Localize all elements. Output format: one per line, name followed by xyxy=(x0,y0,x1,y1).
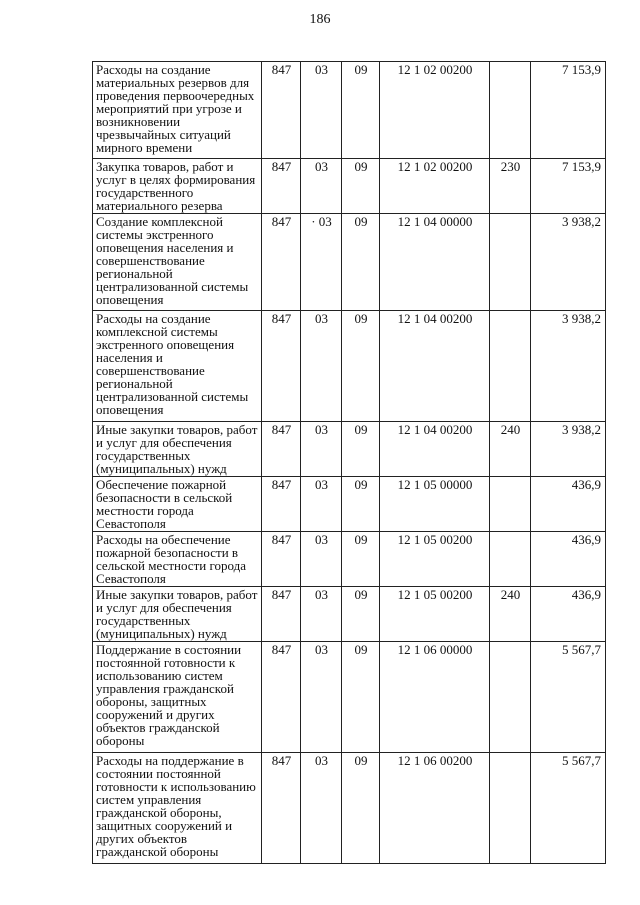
target-item-cell: 12 1 05 00200 xyxy=(380,587,490,642)
page-number: 186 xyxy=(309,12,331,27)
table-row xyxy=(93,214,606,311)
amount-cell: 436,9 xyxy=(531,532,606,587)
target-item-cell: 12 1 05 00200 xyxy=(380,532,490,587)
amount-cell: 3 938,2 xyxy=(531,422,606,477)
table-row xyxy=(93,753,606,864)
expense-type-cell: 240 xyxy=(490,587,531,642)
expense-name-cell: Иные закупки товаров, работ и услуг для обеспечения государственных (муниципальных) нужд xyxy=(93,587,262,642)
target-item-cell: 12 1 06 00000 xyxy=(380,642,490,753)
table-row xyxy=(93,159,606,214)
target-item-cell: 12 1 02 00200 xyxy=(380,159,490,214)
amount-cell: 3 938,2 xyxy=(531,214,606,311)
amount-cell: 436,9 xyxy=(531,477,606,532)
subsection-code-cell: 09 xyxy=(342,159,380,214)
expense-type-cell xyxy=(490,62,531,159)
section-code-cell: 03 xyxy=(301,587,342,642)
amount-cell: 7 153,9 xyxy=(531,159,606,214)
expense-name-cell: Иные закупки товаров, работ и услуг для обеспечения государственных (муниципальных) нужд xyxy=(93,422,262,477)
expense-type-cell xyxy=(490,477,531,532)
amount-cell: 436,9 xyxy=(531,587,606,642)
table-row xyxy=(93,477,606,532)
expense-type-cell xyxy=(490,311,531,422)
budget-table xyxy=(92,61,606,864)
gr-code-cell: 847 xyxy=(262,753,301,864)
gr-code-cell: 847 xyxy=(262,159,301,214)
expense-type-cell xyxy=(490,642,531,753)
target-item-cell: 12 1 06 00200 xyxy=(380,753,490,864)
target-item-cell: 12 1 04 00200 xyxy=(380,422,490,477)
expense-type-cell xyxy=(490,214,531,311)
gr-code-cell: 847 xyxy=(262,214,301,311)
gr-code-cell: 847 xyxy=(262,587,301,642)
table-row xyxy=(93,532,606,587)
section-code-cell: 03 xyxy=(301,159,342,214)
amount-cell: 7 153,9 xyxy=(531,62,606,159)
gr-code-cell: 847 xyxy=(262,62,301,159)
section-code-cell: 03 xyxy=(301,532,342,587)
expense-type-cell: 230 xyxy=(490,159,531,214)
amount-cell: 3 938,2 xyxy=(531,311,606,422)
table-row xyxy=(93,62,606,159)
section-code-cell: 03 xyxy=(301,422,342,477)
section-code-cell: 03 xyxy=(301,477,342,532)
expense-name-cell: Расходы на создание комплексной системы экстренного оповещения населения и совершенствование региональной централизованной системы оповещения xyxy=(93,311,262,422)
table-row xyxy=(93,642,606,753)
subsection-code-cell: 09 xyxy=(342,214,380,311)
target-item-cell: 12 1 04 00200 xyxy=(380,311,490,422)
gr-code-cell: 847 xyxy=(262,532,301,587)
subsection-code-cell: 09 xyxy=(342,587,380,642)
subsection-code-cell: 09 xyxy=(342,311,380,422)
table-row xyxy=(93,587,606,642)
gr-code-cell: 847 xyxy=(262,642,301,753)
expense-name-cell: Расходы на создание материальных резервов для проведения первоочередных мероприятий при угрозе и возникновении чрезвычайных ситуаций мирного времени xyxy=(93,62,262,159)
amount-cell: 5 567,7 xyxy=(531,642,606,753)
subsection-code-cell: 09 xyxy=(342,532,380,587)
target-item-cell: 12 1 02 00200 xyxy=(380,62,490,159)
expense-name-cell: Расходы на поддержание в состоянии постоянной готовности к использованию систем управления гражданской обороны, защитных сооружений и других объектов гражданской обороны xyxy=(93,753,262,864)
gr-code-cell: 847 xyxy=(262,311,301,422)
subsection-code-cell: 09 xyxy=(342,642,380,753)
section-code-cell: 03 xyxy=(301,642,342,753)
expense-name-cell: Поддержание в состоянии постоянной готовности к использованию систем управления гражданской обороны, защитных сооружений и других объектов гражданской обороны xyxy=(93,642,262,753)
section-code-cell: 03 xyxy=(301,311,342,422)
subsection-code-cell: 09 xyxy=(342,62,380,159)
expense-name-cell: Создание комплексной системы экстренного оповещения населения и совершенствование региональной централизованной системы оповещения xyxy=(93,214,262,311)
expense-name-cell: Обеспечение пожарной безопасности в сельской местности города Севастополя xyxy=(93,477,262,532)
table-row xyxy=(93,311,606,422)
subsection-code-cell: 09 xyxy=(342,422,380,477)
section-code-cell: 03 xyxy=(301,753,342,864)
expense-name-cell: Расходы на обеспечение пожарной безопасности в сельской местности города Севастополя xyxy=(93,532,262,587)
expense-name-cell: Закупка товаров, работ и услуг в целях формирования государственного материального резерва xyxy=(93,159,262,214)
target-item-cell: 12 1 05 00000 xyxy=(380,477,490,532)
subsection-code-cell: 09 xyxy=(342,753,380,864)
expense-type-cell xyxy=(490,532,531,587)
expense-type-cell xyxy=(490,753,531,864)
section-code-cell: 03 xyxy=(301,62,342,159)
expense-type-cell: 240 xyxy=(490,422,531,477)
table-row xyxy=(93,422,606,477)
gr-code-cell: 847 xyxy=(262,422,301,477)
subsection-code-cell: 09 xyxy=(342,477,380,532)
gr-code-cell: 847 xyxy=(262,477,301,532)
section-code-cell: · 03 xyxy=(301,214,342,311)
target-item-cell: 12 1 04 00000 xyxy=(380,214,490,311)
amount-cell: 5 567,7 xyxy=(531,753,606,864)
